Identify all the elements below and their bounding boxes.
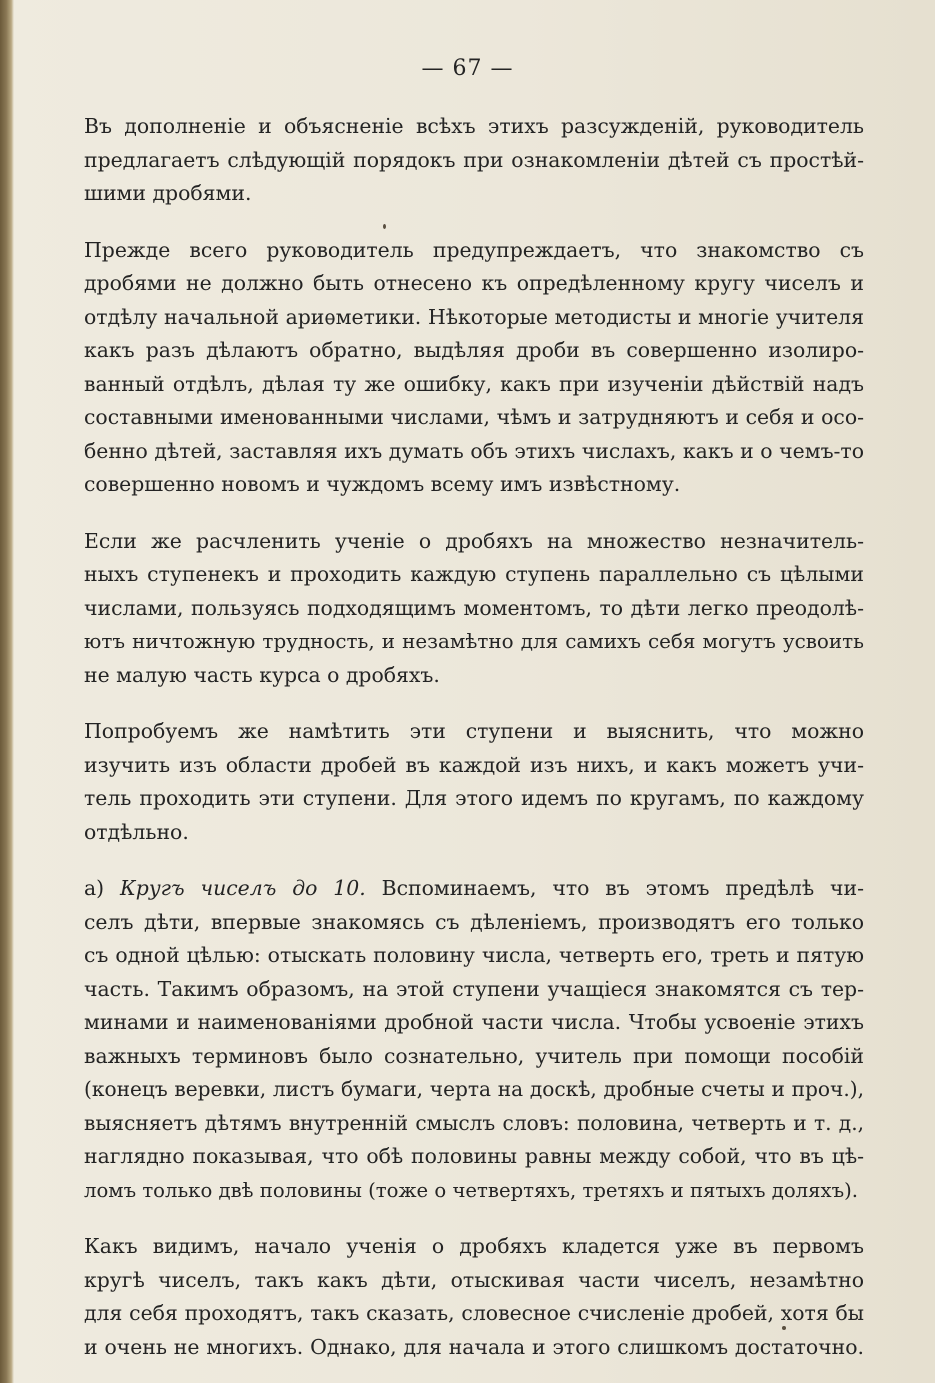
text-line: шими дробями.: [84, 181, 252, 205]
text-line: ныхъ ступенекъ и проходить каждую ступень параллельно съ цѣлыми: [84, 562, 864, 586]
text-line: составными именованными числами, чѣмъ и затрудняютъ и себя и осо-: [84, 405, 864, 429]
section-marker: а): [84, 876, 120, 900]
paragraph-4: [84, 715, 864, 849]
text-line: кругѣ чиселъ, такъ какъ дѣти, отыскивая части чиселъ, незамѣтно: [84, 1267, 864, 1292]
binding-edge: [0, 0, 14, 1383]
body-text: [84, 110, 864, 1383]
text-line: изучить изъ области дробей въ каждой изъ нихъ, и какъ можетъ учи-: [84, 752, 864, 777]
paper-speck: [782, 1326, 786, 1330]
paragraph-6: [84, 1230, 864, 1364]
text-line: совершенно новомъ и чуждомъ всему имъ извѣстному.: [84, 472, 681, 496]
text-line: ванный отдѣлъ, дѣлая ту же ошибку, какъ при изученіи дѣйствій надъ: [84, 371, 864, 396]
text-line: минами и наименованіями дробной части числа. Чтобы усвоеніе этихъ: [84, 1010, 864, 1034]
paragraph-1: [84, 110, 864, 211]
section-heading-italic: Кругъ чиселъ до 10.: [120, 876, 366, 900]
text-line: важныхъ терминовъ было сознательно, учитель при помощи пособій: [84, 1043, 864, 1068]
text-line: ютъ ничтожную трудность, и незамѣтно для самихъ себя могутъ усвоить: [84, 630, 864, 653]
text-line: и очень не многихъ. Однако, для начала и этого слишкомъ достаточно.: [84, 1334, 864, 1359]
text-line: не малую часть курса о дробяхъ.: [84, 662, 440, 687]
text-line: Въ дополненіе и объясненіе всѣхъ этихъ разсужденій, руководитель: [84, 114, 864, 138]
text-line: бенно дѣтей, заставляя ихъ думать объ этихъ числахъ, какъ и о чемъ-то: [84, 438, 864, 463]
page-number: — 67 —: [421, 56, 514, 81]
paragraph-2: [84, 234, 864, 502]
text-line: (конецъ веревки, листъ бумаги, черта на доскѣ, дробные счеты и проч.),: [84, 1077, 864, 1101]
text-line: отдѣльно.: [84, 819, 189, 844]
text-fragment: Вспоминаемъ, что въ этомъ предѣлѣ чи-: [365, 876, 864, 900]
text-line: Попробуемъ же намѣтить эти ступени и выяснить, что можно: [84, 719, 864, 743]
paper-speck: [383, 224, 386, 229]
paragraph-3: [84, 525, 864, 693]
text-line: часть. Такимъ образомъ, на этой ступени учащіеся знакомятся съ тер-: [84, 976, 864, 1001]
text-line: наглядно показывая, что обѣ половины равны между собой, что въ цѣ-: [84, 1144, 864, 1168]
text-line: отдѣлу начальной ариѳметики. Нѣкоторые методисты и многіе учителя: [84, 304, 864, 329]
text-line: для себя проходятъ, такъ сказать, словесное счисленіе дробей, хотя бы: [84, 1301, 864, 1325]
text-line-with-heading: [84, 872, 864, 906]
text-line: селъ дѣти, впервые знакомясь съ дѣленіемъ, производятъ его только: [84, 909, 864, 934]
text-line: съ одной цѣлью: отыскать половину числа, четверть его, треть и пятую: [84, 943, 864, 967]
text-line: тель проходить эти ступени. Для этого идемъ по кругамъ, по каждому: [84, 786, 864, 810]
text-line: числами, пользуясь подходящимъ моментомъ, то дѣти легко преодолѣ-: [84, 595, 864, 620]
paragraph-5: [84, 872, 864, 1207]
text-line: предлагаетъ слѣдующій порядокъ при ознакомленіи дѣтей съ простѣй-: [84, 147, 864, 172]
text-line: выясняетъ дѣтямъ внутренній смыслъ словъ: половина, четверть и т. д.,: [84, 1110, 864, 1135]
text-line: Прежде всего руководитель предупреждаетъ, что знакомство съ: [84, 237, 864, 262]
text-line: Какъ видимъ, начало ученія о дробяхъ кладется уже въ первомъ: [84, 1234, 864, 1258]
text-line: Если же расчленить ученіе о дробяхъ на множество незначитель-: [84, 528, 864, 553]
text-line: дробями не должно быть отнесено къ опредѣленному кругу чиселъ и: [84, 271, 864, 295]
text-line: ломъ только двѣ половины (тоже о четвертяхъ, третяхъ и пятыхъ доляхъ).: [84, 1178, 859, 1202]
text-line: какъ разъ дѣлаютъ обратно, выдѣляя дроби въ совершенно изолиро-: [84, 338, 864, 362]
